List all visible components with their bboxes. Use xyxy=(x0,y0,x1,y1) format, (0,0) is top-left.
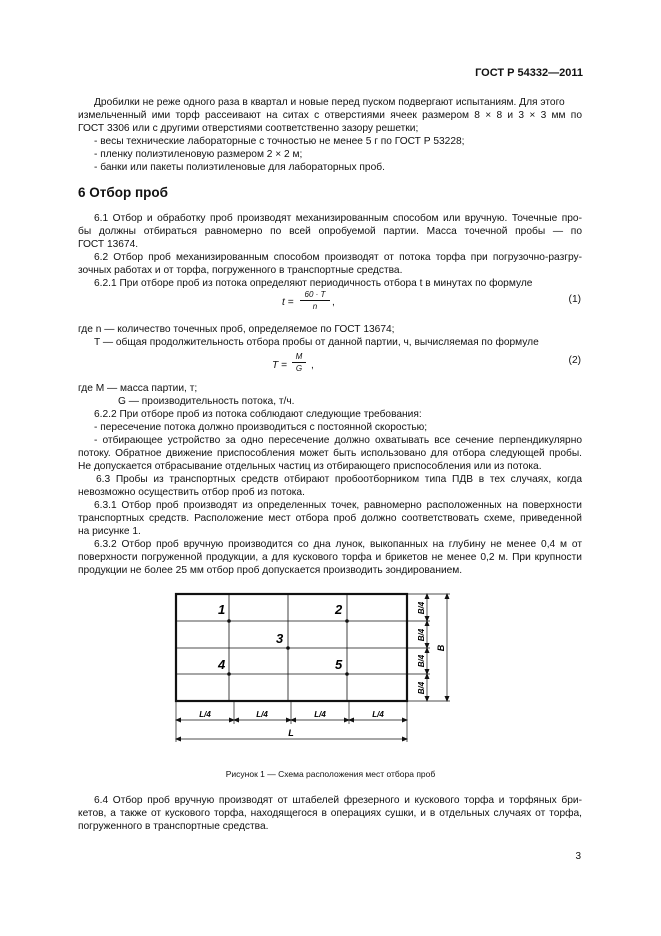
p631-line-2: транспортных средств. Расположение мест отбора проб должно соответствовать схеме, приведенной xyxy=(78,513,582,524)
formula1-tail: , xyxy=(332,297,335,308)
p631-line-3: на рисунке 1. xyxy=(78,526,141,537)
page-number: 3 xyxy=(575,851,581,862)
formula2-denominator: G xyxy=(295,364,303,373)
p61-line-2: бы должны отбираться равномерно по всей опробуемой партии. Масса точечной пробы — по xyxy=(78,226,582,237)
vehicle-outline xyxy=(176,594,407,701)
p64-line-1: 6.4 Отбор проб вручную производят от штабелей фрезерного и кускового торфа и торфяных бри- xyxy=(94,795,582,806)
p64-line-2: кетов, а также от кускового торфа, находящегося в операциях сушки, и в отдельных случаях от торфа, xyxy=(78,808,582,819)
sampling-point-2 xyxy=(345,619,349,623)
sampling-point-5 xyxy=(345,672,349,676)
l4-label-2: L/4 xyxy=(256,710,268,719)
p622-line-5: Не допускается отбрасывание отдельных частиц из отбирающего приспособления или из потока. xyxy=(78,461,542,472)
p621-line: 6.2.1 При отборе проб из потока определяют периодичность отбора t в минутах по формуле xyxy=(94,278,533,289)
document-header: ГОСТ Р 54332—2011 xyxy=(475,67,583,79)
intro-line-3: ГОСТ 3306 или с другими отверстиями соответственно зазору решетки; xyxy=(78,123,419,134)
formula2-tail: , xyxy=(311,360,314,371)
p632-line-2: поверхности погруженной продукции, а для кускового торфа и брикетов не менее 0,2 м. При крупности xyxy=(78,552,582,563)
sampling-point-3 xyxy=(286,646,290,650)
intro-list-item-3: - банки или пакеты полиэтиленовые для лабораторных проб. xyxy=(94,162,385,173)
b4-label-1: B/4 xyxy=(417,601,426,615)
p622-line-1: 6.2.2 При отборе проб из потока соблюдают следующие требования: xyxy=(94,409,422,420)
p64-line-3: погруженного в транспортные средства. xyxy=(78,821,269,832)
l-total-label: L xyxy=(288,728,294,738)
l4-label-3: L/4 xyxy=(314,710,326,719)
p63-line-1: 6.3 Пробы из транспортных средств отбирают пробоотборником типа ПДВ в тех случаях, когда xyxy=(96,474,582,485)
sampling-point-4 xyxy=(227,672,231,676)
point-label-5: 5 xyxy=(335,657,343,672)
p622-line-3: - отбирающее устройство за одно пересечение должно охватывать все сечение перпендикулярно xyxy=(94,435,582,446)
p632-line-3: продукции не более 25 мм отбор проб допускается производить зондированием. xyxy=(78,565,463,576)
point-label-1: 1 xyxy=(218,602,226,617)
p62-line-2: зочных работах и от торфа, погруженного в транспортные средства. xyxy=(78,265,403,276)
p61-line-1: 6.1 Отбор и обработку проб производят механизированным способом или вручную. Точечные про- xyxy=(94,213,582,224)
intro-line-2: измельченный ими торф рассеивают на ситах с отверстиями ячеек размером 8 × 8 и 3 × 3 мм по xyxy=(78,110,582,121)
figure-caption: Рисунок 1 — Схема расположения мест отбора проб xyxy=(225,769,436,779)
where1-line-1: где n — количество точечных проб, определяемое по ГОСТ 13674; xyxy=(78,324,395,335)
b4-label-4: B/4 xyxy=(417,681,426,695)
b4-label-2: B/4 xyxy=(417,628,426,642)
p63-line-2: невозможно осуществить отбор проб из потока. xyxy=(78,487,305,498)
formula2-lhs: T = xyxy=(272,360,288,371)
l4-label-1: L/4 xyxy=(199,710,211,719)
b4-label-3: B/4 xyxy=(417,654,426,668)
sampling-point-1 xyxy=(227,619,231,623)
intro-list-item-1: - весы технические лабораторные с точностью не менее 5 г по ГОСТ Р 53228; xyxy=(94,136,465,147)
formula1-number: (1) xyxy=(568,294,581,305)
p622-line-2: - пересечение потока должно производиться с постоянной скоростью; xyxy=(94,422,428,433)
point-label-4: 4 xyxy=(218,657,226,672)
where2-line-2: G — производительность потока, т/ч. xyxy=(118,396,295,407)
p62-line-1: 6.2 Отбор проб механизированным способом производят от потока торфа при погрузочно-разгру- xyxy=(94,252,582,263)
point-label-3: 3 xyxy=(276,631,284,646)
b-total-label: B xyxy=(436,644,446,652)
point-label-2: 2 xyxy=(335,602,343,617)
formula2-number: (2) xyxy=(568,355,581,366)
formula1-numerator: 60 · T xyxy=(304,290,326,299)
formula2-numerator: M xyxy=(295,352,303,361)
p61-line-3: ГОСТ 13674. xyxy=(78,239,139,250)
where1-line-2: T — общая продолжительность отбора пробы от данной партии, ч, вычисляемая по формуле xyxy=(94,337,539,348)
intro-list-item-2: - пленку полиэтиленовую размером 2 × 2 м; xyxy=(94,149,303,160)
p622-line-4: потоку. Обратное движение приспособления может быть использовано для отбора следующей пробы. xyxy=(78,448,582,459)
formula1-lhs: t = xyxy=(282,297,294,308)
p632-line-1: 6.3.2 Отбор проб вручную производится со дна лунок, выкопанных на глубину не менее 0,4 м от xyxy=(94,539,582,550)
formula1-denominator: n xyxy=(312,302,318,311)
l4-label-4: L/4 xyxy=(372,710,384,719)
where2-line-1: где M — масса партии, т; xyxy=(78,383,198,394)
intro-line-1: Дробилки не реже одного раза в квартал и новые перед пуском подвергают испытаниям. Для этого xyxy=(94,97,565,108)
section-heading: 6 Отбор проб xyxy=(78,185,168,200)
p631-line-1: 6.3.1 Отбор проб производят из определенных точек, равномерно расположенных на поверхности xyxy=(94,500,582,511)
